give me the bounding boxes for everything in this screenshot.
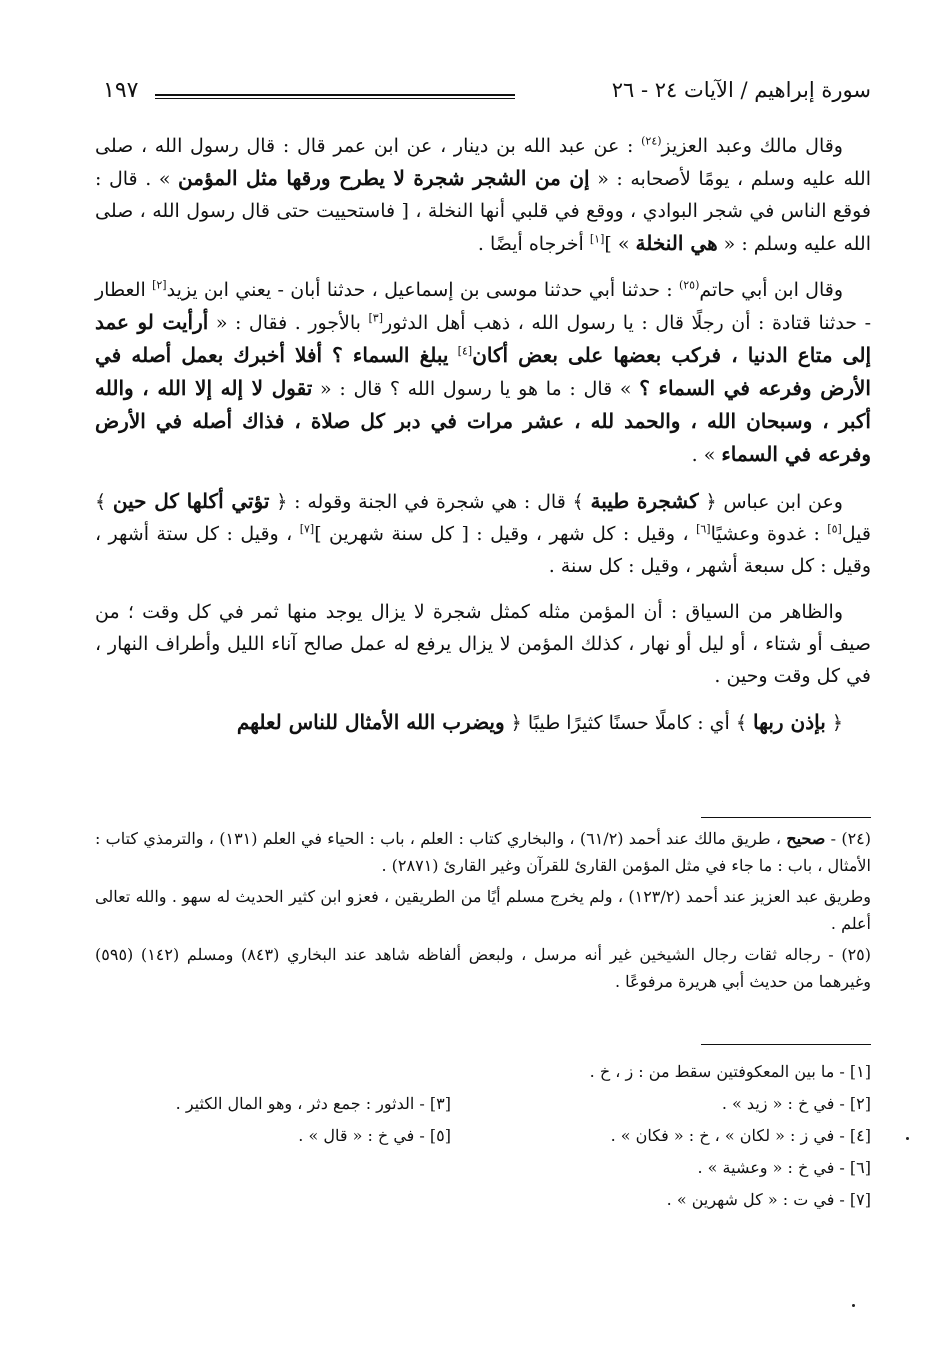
running-header [95,78,871,112]
quoted-text: يبلغ السماء ؟ أفلا أخبرك بعمل أصله في الأرض وفرعه في السماء ؟ [95,343,871,400]
variant-note: [٢] - في خ : « زيد » . [721,1094,871,1113]
quoted-text: صحيح [786,829,826,848]
text-run: » ] [604,233,636,255]
header-rule [155,94,515,99]
variants-separator [701,1044,871,1045]
page-number: ١٩٧ [103,78,139,103]
body-paragraph [95,274,871,471]
body-paragraph [95,130,871,260]
surah-title: سورة إبراهيم / الآيات ٢٤ - ٢٦ [611,78,871,102]
body-paragraph [95,485,871,582]
text-run: : غدوة وعشيًا [710,523,828,545]
text-run: بالأجور . فقال : « [208,312,369,334]
footnote-paragraph [95,941,871,995]
main-text [95,130,871,753]
body-paragraph [95,706,871,739]
text-run: » . قال : فوقع الناس في شجر البوادي ، ووقع في قلبي أنها النخلة ، [ فاستحييت حتى قال رسول الله ، صلى الله عليه وسلم : « [95,168,871,255]
text-run: أخرجاه أيضًا . [477,233,590,255]
footnote-marker: (٢٤) [641,134,662,148]
footnote-marker: (٢٥) [678,278,700,292]
footnote-marker: [١] [589,232,605,246]
text-run: ﴾ أي : كاملًا حسنًا كثيرًا طيبًا ﴿ [504,712,754,734]
text-run: ﴿ [825,712,843,734]
text-run: ﴾ قال : هي شجرة في الجنة وقوله : ﴿ [269,491,591,513]
quoted-text: تؤتي أكلها كل حين [112,489,270,513]
quoted-text: هي النخلة [635,231,718,255]
quoted-text: بإذن ربها [753,710,826,734]
variant-row [95,1184,871,1216]
text-run [448,345,457,367]
text-run: وقال ابن أبي حاتم [699,279,844,301]
text-run: (٢٤) - [825,829,871,848]
text-run: : حدثنا أبي حدثنا موسى بن إسماعيل ، حدثنا أبان - يعني ابن يزيد [166,279,679,301]
footnote-separator [701,817,871,818]
quoted-text: أرأيت لو عمد إلى متاع الدنيا ، فركب بعضها على بعض أكان [95,310,871,367]
text-run: » . [691,444,722,466]
scan-speck [906,1137,909,1140]
text-run: ، وقيل : كل ستة أشهر ، وقيل : كل سبعة أشهر ، وقيل : كل سنة . [95,523,871,577]
body-paragraph [95,596,871,692]
footnote-paragraph [95,883,871,937]
text-run: » قال : ما هو يا رسول الله ؟ قال : « [312,378,640,400]
footnote-marker: [٥] [827,522,842,536]
text-run: ، وقيل : كل شهر ، وقيل : [ كل سنة شهرين ] [314,523,697,545]
variant-note: [١] - ما بين المعكوفتين سقط من : ز ، خ . [589,1062,871,1081]
footnote-paragraph [95,825,871,879]
text-run: ﴾ قيل [95,491,872,545]
variant-row [95,1120,871,1152]
footnote-marker: [٢] [152,278,167,292]
quoted-text: إن من الشجر شجرة لا يطرح ورقها مثل المؤمن [178,166,590,190]
text-run: وعن ابن عباس ﴿ [698,491,843,513]
footnote-marker: [٣] [368,311,384,325]
variant-note: [٥] - في خ : « قال » . [298,1126,451,1145]
text-run: والظاهر من السياق : أن المؤمن مثله كمثل شجرة لا يزال يوجد منها ثمر في كل وقت ؛ من صيف أو شتاء ، أو ليل أو نهار ، كذلك المؤمن لا يزال يرفع له عمل صالح آناء الليل وأطراف النهار ، في كل وقت وحين . [95,601,871,687]
quoted-text: كشجرة طيبة [590,489,699,513]
variant-row [95,1056,871,1088]
footnote-marker: [٧] [299,522,315,536]
text-run: (٢٥) - رجاله ثقات رجال الشيخين غير أنه مرسل ، ولبعض ألفاظه شاهد عند البخاري (٨٤٣) ومسلم (١٤٢) (٥٩٥) وغيرهما من حديث أبي هريرة مرفوعًا . [95,945,872,991]
scan-speck [852,1304,855,1307]
footnote-marker: [٦] [696,522,711,536]
variant-note: [٤] - في ز : « لكان » ، خ : « فكان » . [610,1126,871,1145]
variant-note: [٣] - الدثور : جمع دثر ، وهو المال الكثير . [175,1094,451,1113]
quoted-text: ويضرب الله الأمثال للناس لعلهم [236,710,505,734]
text-run: : عن عبد الله بن دينار ، عن ابن عمر قال : قال رسول الله ، صلى الله عليه وسلم ، يومًا لأصحابه : « [95,135,871,190]
text-run: العطار - حدثنا قتادة : أن رجلًا قال : يا رسول الله ، ذهب أهل الدثور [95,279,871,334]
variant-note: [٧] - في ت : « كل شهرين » . [666,1190,871,1209]
footnote-marker: [٤] [457,344,473,358]
manuscript-variants [95,1056,871,1216]
text-run: وقال مالك وعبد العزيز [661,135,843,157]
variant-note: [٦] - في خ : « وعشية » . [697,1158,871,1177]
footnotes [95,825,871,999]
variant-row [95,1088,871,1120]
text-run: وطريق عبد العزيز عند أحمد (١٢٣/٢) ، ولم يخرج مسلم أيًا من الطريقين ، فعزو ابن كثير الحديث له سهو . والله تعالى أعلم . [95,887,872,933]
text-run: ، طريق مالك عند أحمد (٦١/٢) ، والبخاري كتاب : العلم ، باب : الحياء في العلم (١٣١) ، والترمذي كتاب : الأمثال ، باب : ما جاء في مثل المؤمن القارئ للقرآن وغير القارئ (٢٨٧١) . [95,829,871,875]
variant-row [95,1152,871,1184]
quoted-text: تقول لا إله إلا الله ، والله أكبر ، وسبحان الله ، والحمد لله ، عشر مرات في دبر كل صلاة ، فذاك أصله في الأرض وفرعه في السماء [95,376,871,466]
